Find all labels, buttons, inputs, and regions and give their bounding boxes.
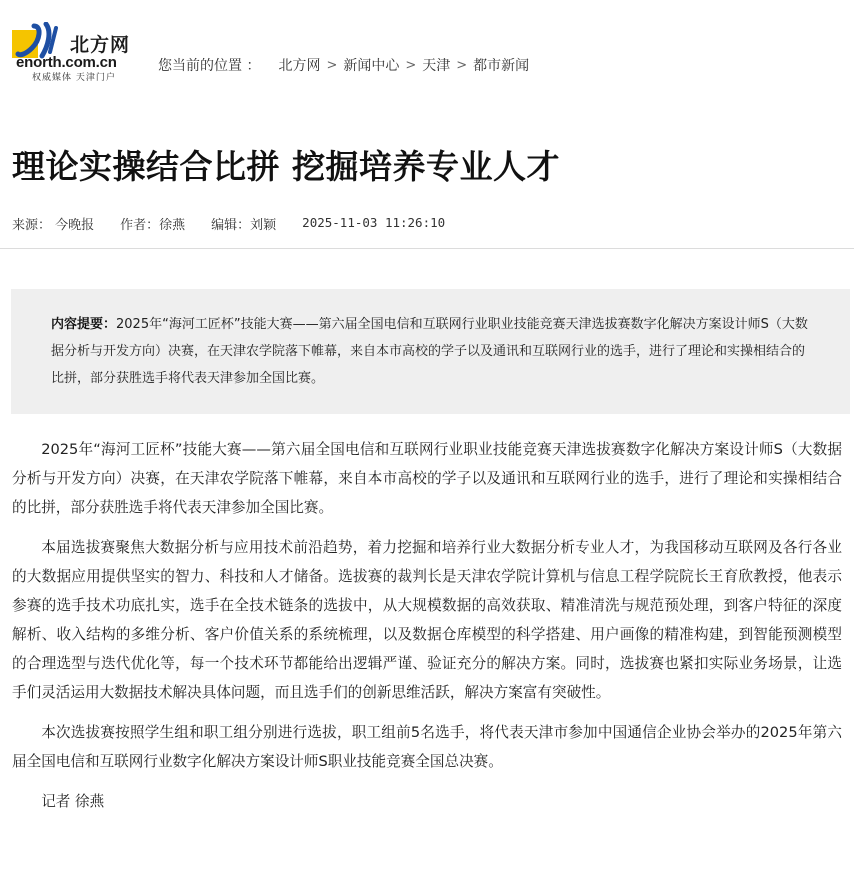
breadcrumb-item-city-news[interactable]: 都市新闻: [473, 58, 530, 74]
summary-text: 2025年“海河工匠杯”技能大赛——第六届全国电信和互联网行业职业技能竞赛天津选拔赛数字化解决方案设计师S（大数据分析与开发方向）决赛，在天津农学院落下帷幕，来自本市高校的学子以及通讯和互联网行业的选手，进行了理论和实操相结合的比拼，部分获胜选手将代表天津参加全国比赛。: [51, 317, 808, 386]
site-header: [0, 0, 854, 100]
logo-en-text: enorth.com.cn: [16, 54, 117, 71]
article-title: 理论实操结合比拼 挖掘培养专业人才: [12, 147, 560, 186]
logo-cn-text: 北方网: [70, 34, 131, 56]
breadcrumb-item-news-center[interactable]: 新闻中心: [343, 58, 400, 74]
article-datetime: 2025-11-03 11:26:10: [302, 215, 446, 230]
chevron-right-icon: >: [326, 57, 338, 73]
breadcrumb-item-home[interactable]: 北方网: [278, 58, 321, 74]
article-summary: [11, 289, 850, 414]
article-reporter: 记者 徐燕: [41, 793, 105, 810]
chevron-right-icon: >: [456, 57, 468, 73]
breadcrumb: [158, 55, 529, 75]
chevron-right-icon: >: [405, 57, 417, 73]
logo-tagline: 权威媒体 天津门户: [32, 73, 116, 83]
breadcrumb-label: 您当前的位置 ：: [158, 58, 261, 74]
article-body: [12, 435, 842, 827]
article-paragraph-2: 本届选拔赛聚焦大数据分析与应用技术前沿趋势，着力挖掘和培养行业大数据分析专业人才，为我国移动互联网及各行各业的大数据应用提供坚实的智力、科技和人才储备。选拔赛的裁判长是天津农学院计算机与信息工程学院院长王育欣教授，他表示参赛的选手技术功底扎实，选手在全技术链条的选拔中，从大规模数据的高效获取、精准清洗与规范预处理，到客户特征的深度解析、收入结构的多维分析、客户价值关系的系统梳理，以及数据仓库模型的科学搭建、用户画像的精准构建，到智能预测模型的合理选型与迭代优化等，每一个技术环节都能给出逻辑严谨、验证充分的解决方案。同时，选拔赛也紧扣实际业务场景，让选手们灵活运用大数据技术解决具体问题，而且选手们的创新思维活跃，解决方案富有突破性。: [12, 539, 842, 701]
article-editor: 编辑：刘颖: [211, 218, 277, 233]
article-meta: [12, 214, 471, 233]
site-logo[interactable]: [12, 20, 140, 82]
article-paragraph-1: 2025年“海河工匠杯”技能大赛——第六届全国电信和互联网行业职业技能竞赛天津选拔赛数字化解决方案设计师S（大数据分析与开发方向）决赛，在天津农学院落下帷幕，来自本市高校的学子以及通讯和互联网行业的选手，进行了理论和实操相结合的比拼，部分获胜选手将代表天津参加全国比赛。: [12, 441, 842, 516]
article-author: 作者：徐燕: [120, 218, 186, 233]
article-source: 来源： 今晚报: [12, 218, 95, 233]
article-paragraph-3: 本次选拔赛按照学生组和职工组分别进行选拔，职工组前5名选手，将代表天津市参加中国通信企业协会举办的2025年第六届全国电信和互联网行业数字化解决方案设计师S职业技能竞赛全国总决赛。: [12, 724, 842, 770]
summary-label: 内容提要：: [51, 317, 117, 332]
header-divider: [0, 248, 854, 249]
breadcrumb-item-tianjin[interactable]: 天津: [422, 58, 451, 74]
